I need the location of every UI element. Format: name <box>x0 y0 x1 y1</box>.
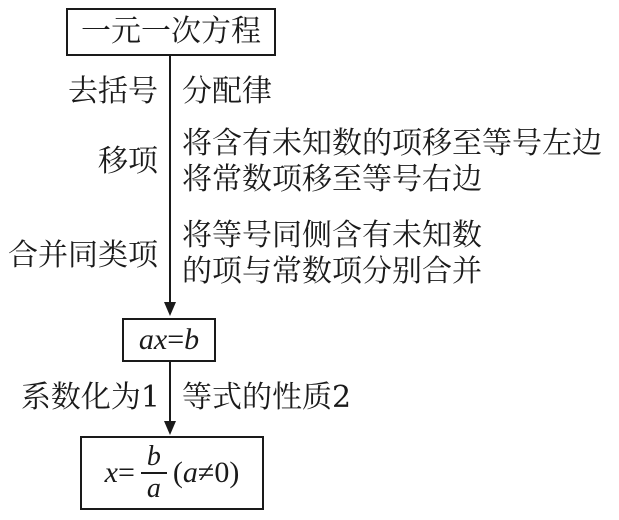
condition-open-paren: ( <box>172 456 183 489</box>
step-desc-remove-brackets: 分配律 <box>182 74 272 109</box>
step-label-combine-like-terms: 合并同类项 <box>8 238 158 273</box>
step-desc-coefficient-to-one: 等式的性质2 <box>182 380 352 415</box>
arrow-head-1 <box>164 302 176 316</box>
equation-type-box <box>66 8 276 56</box>
step-desc-transpose-line2: 将常数项移至等号右边 <box>182 162 482 197</box>
condition-close-paren: ) <box>229 456 240 489</box>
solution-equals: = <box>117 456 135 489</box>
solution-variable: x <box>104 456 118 489</box>
solution-box <box>80 436 264 510</box>
step-label-transpose: 移项 <box>98 144 158 179</box>
step-desc-transpose-line1: 将含有未知数的项移至等号左边 <box>182 126 602 161</box>
fraction-denominator: a <box>146 473 161 504</box>
solution-fraction <box>141 442 167 504</box>
fraction-numerator: b <box>146 441 161 472</box>
simplified-equals: = <box>167 323 185 356</box>
condition-value: 0 <box>214 456 230 489</box>
step-desc-combine-line1: 将等号同侧含有未知数 <box>182 218 482 253</box>
arrow-head-2 <box>164 421 176 435</box>
equation-type-label: 一元一次方程 <box>81 14 261 49</box>
condition-not-equal: ≠ <box>197 456 215 489</box>
step-label-remove-brackets: 去括号 <box>68 74 158 109</box>
simplified-lhs: ax <box>138 323 168 356</box>
step-desc-combine-line2: 的项与常数项分别合并 <box>182 254 482 289</box>
condition-variable: a <box>182 456 198 489</box>
step-label-coefficient-to-one: 系数化为1 <box>20 380 160 415</box>
simplified-equation-box <box>122 318 216 362</box>
simplified-rhs: b <box>184 323 200 356</box>
